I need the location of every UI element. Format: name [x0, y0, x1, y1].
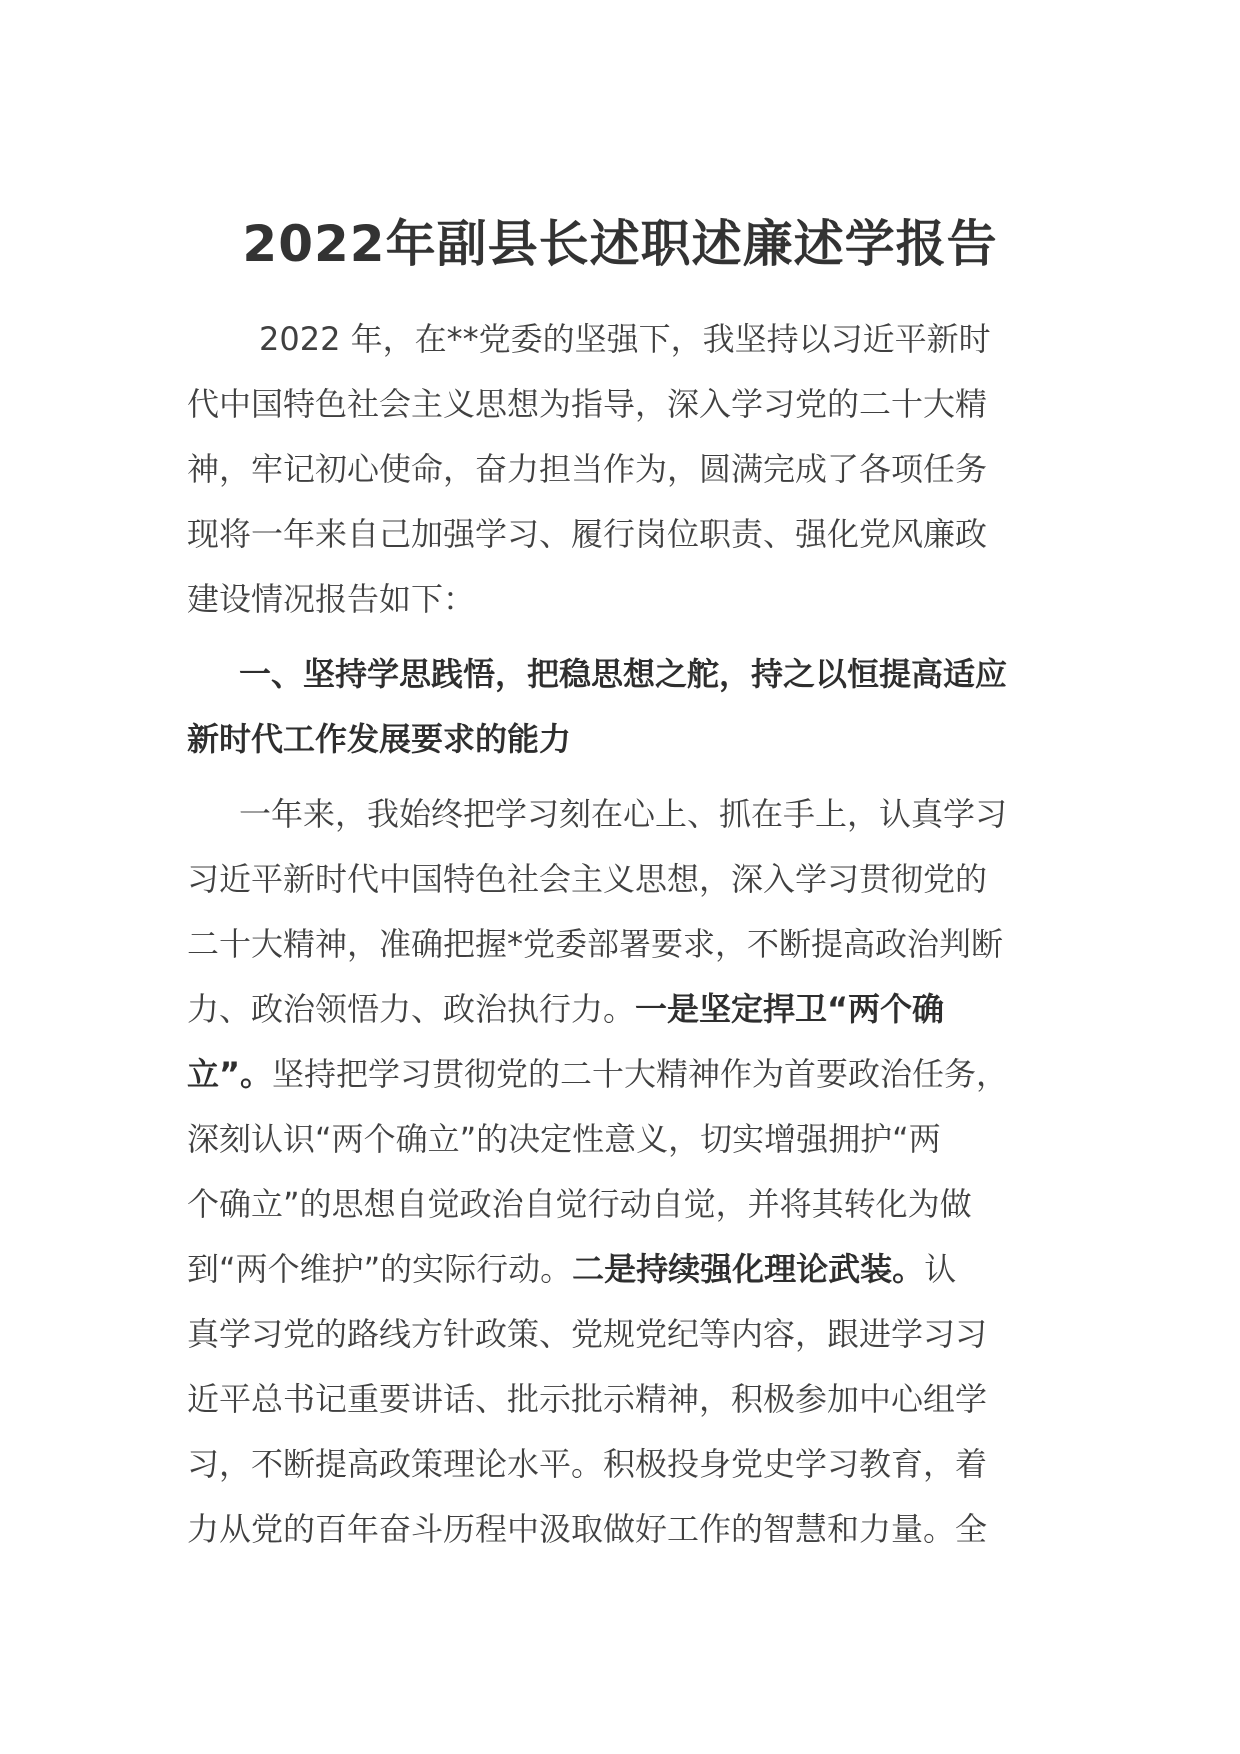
text-segment: 真学习党的路线方针政策、党规党纪等内容，跟进学习习	[187, 1315, 988, 1353]
paragraph-gap	[187, 632, 1057, 642]
text-line	[187, 782, 1057, 847]
text-line	[187, 1042, 1057, 1107]
text-line	[187, 372, 1057, 437]
document-title: 2022年副县长述职述廉述学报告	[242, 215, 998, 273]
text-segment: 个确立”的思想自觉政治自觉行动自觉，并将其转化为做	[187, 1185, 972, 1223]
text-line	[187, 912, 1057, 977]
bold-text: 新时代工作发展要求的能力	[187, 720, 572, 758]
bold-text: 一、坚持学思践悟，把稳思想之舵，持之以恒提高适应	[239, 655, 1008, 693]
section-1-paragraph	[187, 782, 1057, 1562]
text-line	[187, 1302, 1057, 1367]
text-line	[187, 1497, 1057, 1562]
bold-text: 立”。	[187, 1055, 273, 1093]
text-line	[187, 502, 1057, 567]
text-segment: 代中国特色社会主义思想为指导，深入学习党的二十大精	[187, 385, 988, 423]
text-line	[187, 437, 1057, 502]
text-line	[187, 307, 1057, 372]
text-segment: 近平总书记重要讲话、批示批示精神，积极参加中心组学	[187, 1380, 988, 1418]
text-segment: 习，不断提高政策理论水平。积极投身党史学习教育，着	[187, 1445, 988, 1483]
bold-text: 二是持续强化理论武装。	[572, 1250, 925, 1288]
text-line	[187, 977, 1057, 1042]
text-line	[187, 1237, 1057, 1302]
text-segment: 一年来，我始终把学习刻在心上、抓在手上，认真学习	[239, 795, 1008, 833]
text-segment: 习近平新时代中国特色社会主义思想，深入学习贯彻党的	[187, 860, 988, 898]
text-line	[187, 847, 1057, 912]
text-segment: 2022 年，在**党委的坚强下，我坚持以习近平新时	[259, 320, 991, 358]
bold-text: 一是坚定捍卫“两个确	[635, 990, 945, 1028]
text-line	[187, 1107, 1057, 1172]
intro-paragraph	[187, 307, 1057, 632]
text-line	[187, 1172, 1057, 1237]
text-line	[187, 567, 1057, 632]
document-body	[187, 307, 1057, 1562]
text-segment: 力从党的百年奋斗历程中汲取做好工作的智慧和力量。全	[187, 1510, 988, 1548]
paragraph-gap	[187, 772, 1057, 782]
text-segment: 现将一年来自己加强学习、履行岗位职责、强化党风廉政	[187, 515, 988, 553]
text-segment: 建设情况报告如下：	[187, 580, 476, 618]
text-line	[187, 642, 1057, 707]
text-line	[187, 707, 1057, 772]
text-line	[187, 1432, 1057, 1497]
text-segment: 力、政治领悟力、政治执行力。	[187, 990, 636, 1028]
text-segment: 坚持把学习贯彻党的二十大精神作为首要政治任务，	[272, 1055, 1009, 1093]
text-segment: 二十大精神，准确把握*党委部署要求，不断提高政治判断	[187, 925, 1004, 963]
text-segment: 深刻认识“两个确立”的决定性意义，切实增强拥护“两	[187, 1120, 941, 1158]
text-line	[187, 1367, 1057, 1432]
section-heading-1	[187, 642, 1057, 772]
text-segment: 到“两个维护”的实际行动。	[187, 1250, 573, 1288]
text-segment: 认	[924, 1250, 957, 1288]
text-segment: 神，牢记初心使命，奋力担当作为，圆满完成了各项任务	[187, 450, 988, 488]
